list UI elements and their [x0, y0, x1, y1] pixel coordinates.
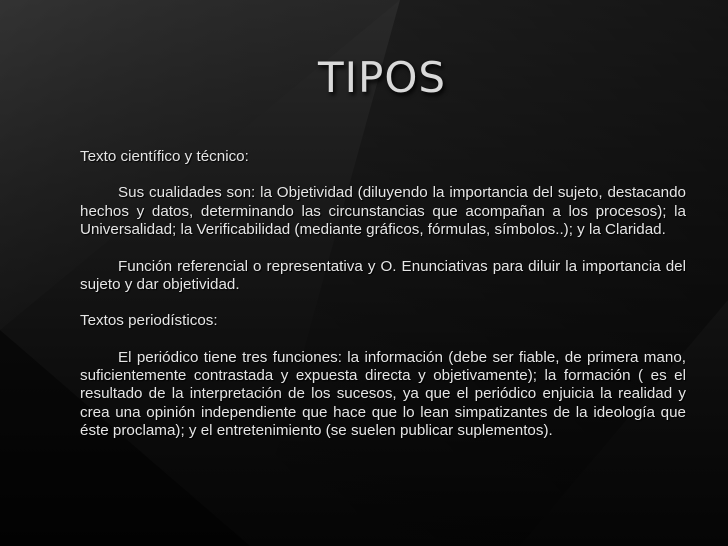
- paragraph-qualities: Sus cualidades son: la Objetividad (diluyendo la importancia del sujeto, destacando hechos y datos, determinando las circunstancias que acompañan a los procesos); la Universalidad; la Verificabilidad (mediante gráficos, fórmulas, símbolos..); y la Claridad.: [80, 184, 686, 239]
- paragraph-newspaper: El periódico tiene tres funciones: la información (debe ser fiable, de primera mano, suficientemente contrastada y expuesta directa y objetivamente); la formación ( es el resultado de la interpretación de los sucesos, ya que el periódico enjuicia la realidad y crea una opinión independiente que hace que lo lean simpatizantes de la ideología que éste proclama); y el entretenimiento (se suelen publicar suplementos).: [80, 348, 686, 440]
- paragraph-function: Función referencial o representativa y O. Enunciativas para diluir la importancia del sujeto y dar objetividad.: [80, 257, 686, 293]
- slide-title: TIPOS: [318, 53, 447, 102]
- heading-scientific-text: Texto científico y técnico:: [80, 148, 249, 165]
- slide-body: [80, 148, 686, 459]
- heading-journalistic-texts: Textos periodísticos:: [80, 312, 218, 330]
